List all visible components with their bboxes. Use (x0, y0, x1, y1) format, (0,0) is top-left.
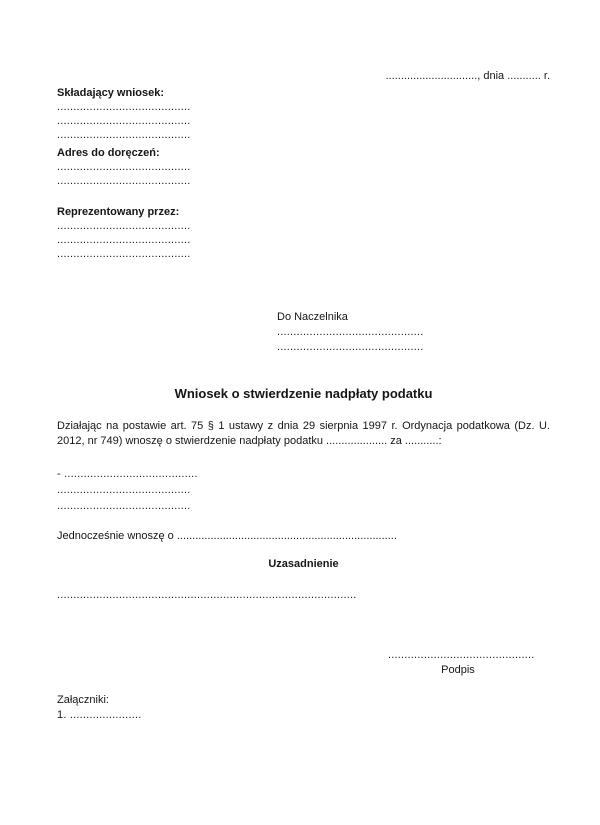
attachments-section (57, 693, 141, 723)
representative-blank-line: ......................................... (57, 248, 191, 260)
addressee-section (277, 310, 424, 355)
signature-block (388, 648, 535, 678)
date-line: .............................., dnia ........... r. (385, 70, 550, 82)
addressee-label: Do Naczelnika (277, 311, 348, 323)
signature-label: Podpis (441, 664, 475, 676)
attachment-item: 1. ...................... (57, 709, 142, 721)
delivery-address-section (57, 146, 191, 188)
representative-section (57, 205, 191, 261)
delivery-address-blank-line: ......................................... (57, 161, 191, 173)
applicant-blank-line: ......................................... (57, 101, 191, 113)
justification-heading: Uzasadnienie (268, 558, 339, 570)
applicant-blank-line: ......................................... (57, 129, 191, 141)
signature-line: ............................................. (388, 649, 535, 661)
addressee-blank-line: ............................................. (277, 326, 424, 338)
delivery-address-label: Adres do doręczeń: (57, 147, 160, 159)
document-title: Wniosek o stwierdzenie nadpłaty podatku (174, 386, 433, 401)
delivery-address-blank-line: ......................................... (57, 175, 191, 187)
representative-blank-line: ......................................... (57, 234, 191, 246)
tax-list-item: ......................................... (57, 500, 191, 512)
tax-list-item: ......................................... (57, 484, 191, 496)
additional-request-line: Jednocześnie wnoszę o ........................................................................ (57, 530, 397, 542)
tax-list (57, 466, 198, 514)
representative-blank-line: ......................................... (57, 220, 191, 232)
tax-list-item: - ......................................... (57, 468, 198, 480)
justification-blank-line: ............................................................................................ (57, 589, 357, 601)
applicant-blank-line: ......................................... (57, 115, 191, 127)
addressee-blank-line: ............................................. (277, 341, 424, 353)
applicant-section (57, 86, 191, 142)
legal-basis-paragraph: Działając na postawie art. 75 § 1 ustawy z dnia 29 sierpnia 1997 r. Ordynacja podatkowa (Dz. U. 2012, nr 749) wnoszę o stwierdzenie nadpłaty podatku .................... za ...........: (57, 420, 550, 447)
applicant-label: Składający wniosek: (57, 87, 164, 99)
representative-label: Reprezentowany przez: (57, 206, 180, 218)
attachments-label: Załączniki: (57, 694, 109, 706)
